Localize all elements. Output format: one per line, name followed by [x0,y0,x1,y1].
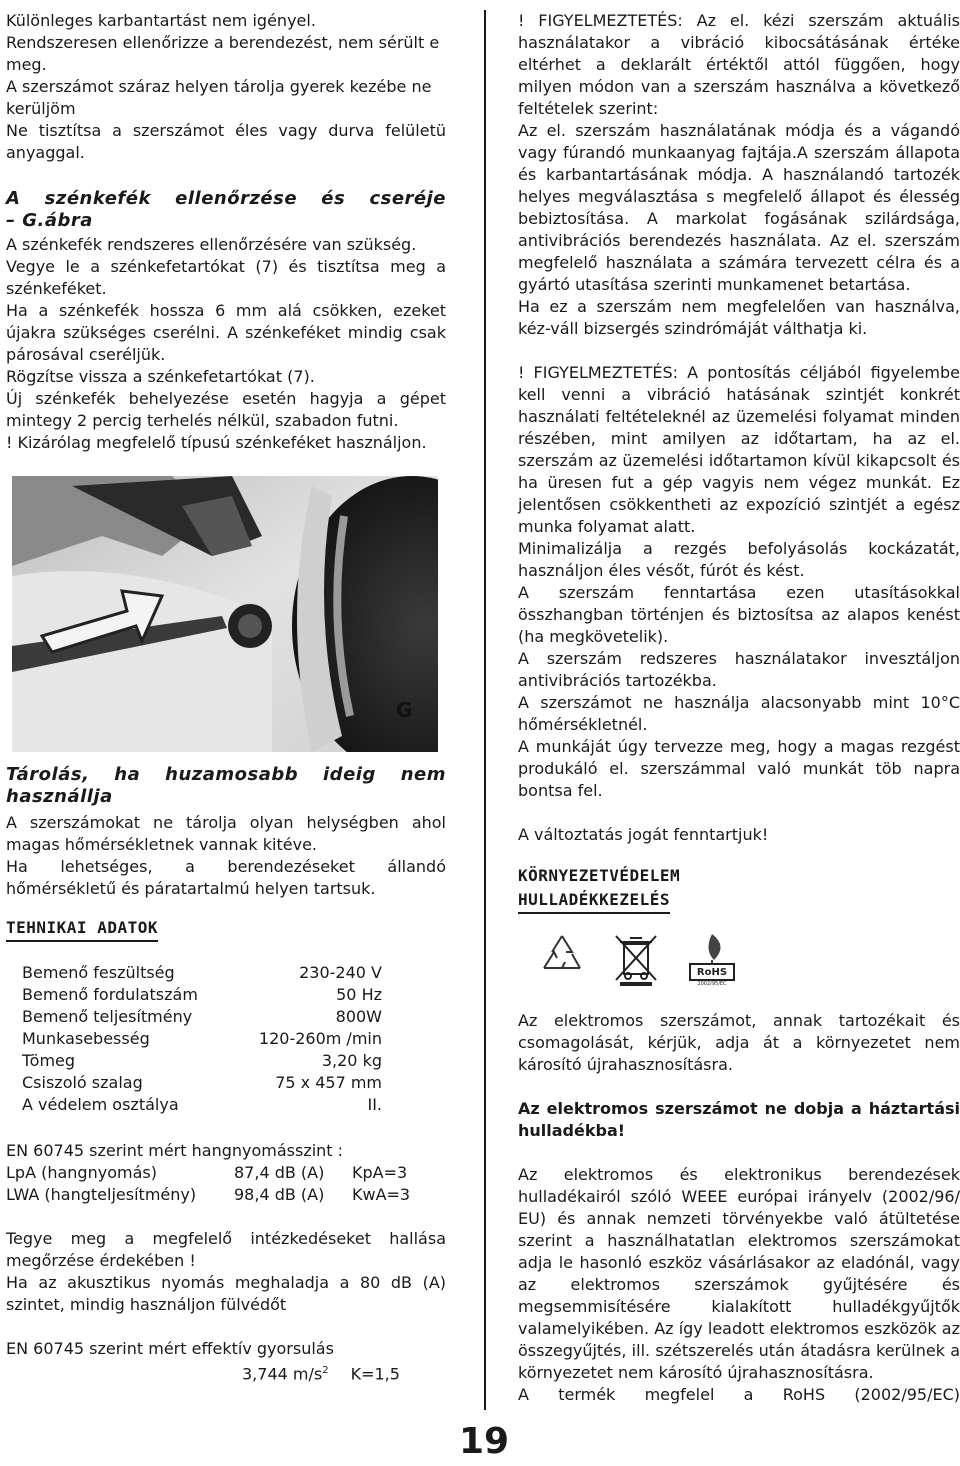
warning-detail: A szerszámot ne használja alacsonyabb mint 10°C hőmérsékletnél. [518,693,960,734]
weee-bin-icon [610,930,662,986]
noise-section [6,1140,446,1385]
noise-paragraph: Tegye meg a megfelelő intézkedéseket hallása megőrzése érdekében ! [6,1229,446,1270]
intro-line: Különleges karbantartást nem igényel. [6,11,316,30]
brush-paragraph: Új szénkefék behelyezése esetén hagyja a gépet mintegy 2 percig terhelés nélkül, szabadon futni. [6,389,446,430]
noise-k: KpA=3 [352,1163,408,1182]
warning-detail: Az el. szerszám használatának módja és a vágandó vagy fúrandó munkaanyag fajtája.A szerszám állapota és karbantartásának módja. A használandó tartozék helyes megválasztása s megfelelő állapot és élesség bebiztosítása. A markolat fogásának szilárdsága, antivibrációs berendezés használata. Az el. szerszám megfelelő használata a számára tervezett célra és a gyártó utasítása szerinti munkamenet betartása. [518,121,960,294]
warning-detail: A szerszám redszeres használatakor invesztáljon antivibrációs tartozékba. [518,649,960,690]
env-paragraph: Az elektromos és elektronikus berendezések hulladékairól szóló WEEE európai irányelv (2002/96/ EU) és annak nemzeti törvényekbe való átültetése szerint a használhatatlan elektromos szerszámokat adja le hasonló eszköz vásárlásakor az eladónál, vagy az elektromos szerszámok gyűjtésére és megsemmisítésére kialakított hulladékgyűjtők valamelyikében. Az így leadott elektromos eszközök az összegyűjtés, ill. szétszerelés után átadásra kerülnek a környezetet nem károsító újrahasznosításra. [518,1165,960,1382]
reserve-note: A változtatás jogát fenntartjuk! [518,825,769,844]
storage-heading: Tárolás, ha huzamosabb ideig nem [6,764,446,785]
brush-heading-figure: – G.ábra [6,210,93,231]
vibration-value: 3,744 m/s [242,1364,323,1384]
noise-paragraph: Ha az akusztikus nyomás meghaladja a 80 dB (A) szintet, mindig használjon fülvédőt [6,1273,446,1314]
spec-table [22,962,382,1116]
intro-line: Rendszeresen ellenőrizze a berendezést, nem sérült e meg. [6,33,440,74]
page-number: 19 [458,1421,510,1462]
photo-illustration [12,476,438,752]
spec-value: 3,20 kg [321,1051,382,1070]
vibration-sup: 2 [322,1365,329,1376]
brush-heading: A szénkefék ellenőrzése és cseréje [6,188,446,209]
spec-row [22,962,382,984]
env-bold-warning: Az elektromos szerszámot ne dobja a háztartási hulladékba! [518,1099,960,1140]
spec-label: Bemenő feszültség [22,963,175,982]
env-heading: KÖRNYEZETVÉDELEM [518,866,681,885]
spec-value: 800W [335,1007,382,1026]
storage-paragraph: A szerszámokat ne tárolja olyan helységben ahol magas hőmérsékletnek vannak kitéve. [6,813,446,854]
env-icons [536,930,740,986]
noise-label: LpA (hangnyomás) [6,1163,157,1182]
spec-label: A védelem osztálya [22,1095,179,1114]
spec-row [22,1050,382,1072]
rohs-text: RoHS [696,967,728,978]
spec-value: 120-260m /min [258,1029,382,1048]
spec-value: 50 Hz [336,985,382,1004]
spec-row [22,1028,382,1050]
noise-row [6,1184,446,1206]
env-last-line: A termék megfelel a RoHS (2002/95/EC) [518,1385,960,1404]
tech-heading: TEHNIKAI ADATOK [6,916,158,942]
env-heading-2: HULLADÉKKEZELÉS [518,888,670,914]
brush-paragraph: Vegye le a szénkefetartókat (7) és tisztítsa meg a szénkeféket. [6,257,446,298]
recycling-icon [536,930,588,982]
storage-heading-2: használlja [6,786,113,807]
warning-paragraph: ! FIGYELMEZTETÉS: A pontosítás céljából figyelembe kell venni a vibráció hatásának szintjét konkrét használati feltételeknél az üzemelési folyamat minden részében, mint amilyen az időtartam, ha az el. szerszám az üzemelési időtartamon kívül kikapcsolt és ha üresen fut a gép vagyis nem végez munkát. Ez jelentősen csökkentheti az expozíció szintjét a egész munka folyamat alatt. [518,363,960,536]
brush-paragraph: Rögzítse vissza a szénkefetartókat (7). [6,367,315,386]
noise-value: 87,4 dB (A) [234,1163,325,1182]
spec-value: 75 x 457 mm [275,1073,382,1092]
spec-label: Bemenő fordulatszám [22,985,198,1004]
warning-detail: Minimalizálja a rezgés befolyásolás kockázatát, használjon éles vésőt, fúrót és kést. [518,539,960,580]
noise-row [6,1162,446,1184]
spec-label: Munkasebesség [22,1029,150,1048]
warning-paragraph: ! FIGYELMEZTETÉS: Az el. kézi szerszám aktuális használatakor a vibráció kibocsátásának értéke eltérhet a deklarált értéktől attól függően, hogy milyen módon van a szerszám használva a következő feltételek szerint: [518,11,960,118]
spec-value: II. [367,1095,382,1114]
warning-detail: Ha ez a szerszám nem megfelelően van használva, kéz-váll bizsergés szindrómáját válthatja ki. [518,297,960,338]
spec-row [22,1072,382,1094]
vibration-row [6,1360,446,1385]
noise-label: LWA (hangteljesítmény) [6,1185,197,1204]
spec-label: Bemenő teljesítmény [22,1007,193,1026]
warning-detail: A munkáját úgy tervezze meg, hogy a magas rezgést produkáló el. szerszámmal való munkát töb napra bontsa fel. [518,737,960,800]
intro-line: A szerszámot száraz helyen tárolja gyerek kezébe ne kerüljöm [6,77,432,118]
spec-row [22,984,382,1006]
noise-title: EN 60745 szerint mért hangnyomásszint : [6,1141,344,1160]
spec-label: Tömeg [22,1051,76,1070]
noise-value: 98,4 dB (A) [234,1185,325,1204]
noise-k: KwA=3 [352,1185,411,1204]
spec-value: 230-240 V [299,963,382,982]
vibration-title: EN 60745 szerint mért effektív gyorsulás [6,1339,334,1358]
brush-paragraph: ! Kizárólag megfelelő típusú szénkeféket használjon. [6,433,427,452]
column-divider [484,10,486,1410]
storage-paragraph: Ha lehetséges, a berendezéseket állandó hőmérsékletű és páratartalmú helyen tartsuk. [6,857,446,898]
spec-row [22,1006,382,1028]
carbon-brush-photo [12,476,438,752]
intro-line: Ne tisztítsa a szerszámot éles vagy durva felületü anyaggal. [6,121,446,162]
rohs-small-text: 2002/95/EC [697,981,727,986]
spec-label: Csiszoló szalag [22,1073,143,1092]
brush-paragraph: A szénkefék rendszeres ellenőrzésére van szükség. [6,235,417,254]
figure-label: G [396,698,413,722]
rohs-icon [684,930,740,986]
brush-paragraph: Ha a szénkefék hossza 6 mm alá csökken, ezeket újakra szükséges cserélni. A szénkeféket mindig csak párosával cseréljük. [6,301,446,364]
warning-detail: A szerszám fenntartása ezen utasításokkal összhangban történjen és biztosítsa az alapos kenést (ha megkövetelik). [518,583,960,646]
vibration-k: K=1,5 [350,1364,400,1384]
env-paragraph: Az elektromos szerszámot, annak tartozékait és csomagolását, kérjük, adja át a környezetet nem károsító újrahasznosításra. [518,1011,960,1074]
spec-row [22,1094,382,1116]
